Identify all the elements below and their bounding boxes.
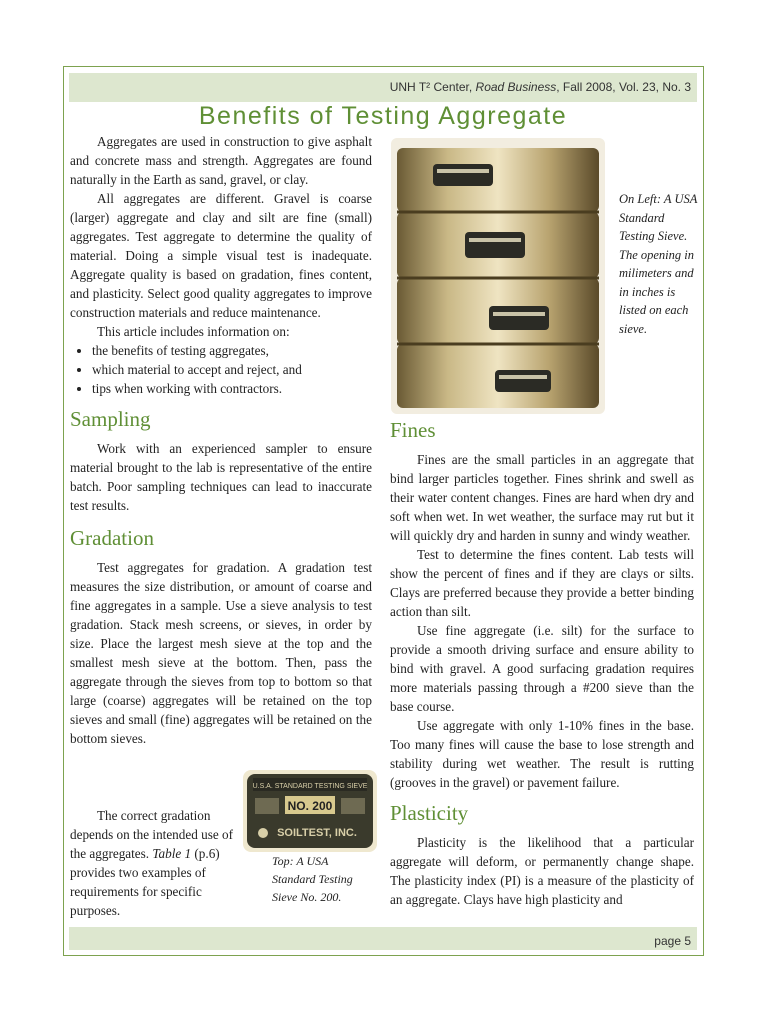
section-heading-plasticity: Plasticity bbox=[390, 801, 469, 825]
gradation-paragraph-2 bbox=[70, 806, 238, 920]
plasticity-paragraph: Plasticity is the likelihood that a particular aggregate will deform, or permanently change shape. The plasticity index (PI) is a measure of the plasticity of an aggregate. Clays have high plasticity and bbox=[390, 835, 694, 907]
gradation-text-1: Test aggregates for gradation. A gradation test measures the size distribution, or amount of coarse and fine aggregates in a sample. Use a sieve analysis to test gradation. Stack mesh screens, or sieves, in order by size. Place the largest mesh sieve at the top and the smallest mesh sieve at the bottom. Then, pass the aggregate through the sieves from top to bottom so that large (coarse) aggregates will be retained on the top sieves and small (fine) aggregates will be retained on the bottom sieves. bbox=[70, 560, 372, 746]
intro-paragraph-1: Aggregates are used in construction to give asphalt and concrete mass and strength. Aggregates are found naturally in the Earth as sand, gravel, or clay. bbox=[70, 134, 372, 187]
plate-brand: SOILTEST, INC. bbox=[277, 827, 357, 839]
sieve-stack-caption: On Left: A USA Standard Testing Sieve. The opening in milimeters and in inches is listed on each sieve. bbox=[619, 192, 698, 336]
sieve-plate-image bbox=[243, 770, 377, 852]
list-item: • which material to accept and reject, and bbox=[92, 360, 372, 379]
list-item: • the benefits of testing aggregates, bbox=[92, 341, 372, 360]
gradation-text-2a: The correct gradation depends on the intended use of the aggregates. bbox=[70, 808, 233, 861]
section-heading-sampling: Sampling bbox=[70, 407, 151, 431]
sieve-plate-caption: Top: A USA Standard Testing Sieve No. 200. bbox=[272, 854, 353, 904]
left-column bbox=[70, 132, 372, 748]
fines-paragraph-2: Test to determine the fines content. Lab tests will show the percent of fines and if they are clays or silts. Clays are preferred because they provide a better binding action than silt. bbox=[390, 547, 694, 619]
fines-paragraph-1: Fines are the small particles in an aggregate that bind larger particles together. Fines shrink and swell as their water content changes. Fines are hard when dry and soft when wet. In wet weather, the surface may rut but it will quickly dry and harden in sunny and windy weather. bbox=[390, 452, 694, 543]
intro-paragraph-2: All aggregates are different. Gravel is coarse (larger) aggregate and clay and silt are fine (small) aggregates. Test aggregate to determine the quality of material. Doing a simple visual test is inadequate. Aggregate quality is based on gradation, fines content, and plasticity. Select good quality aggregates to improve construction materials and reduce maintenance. bbox=[70, 191, 372, 320]
header-publication: Road Business bbox=[475, 80, 557, 94]
intro-paragraph-3: This article includes information on: bbox=[97, 324, 290, 339]
article-title: Benefits of Testing Aggregate bbox=[198, 102, 568, 130]
fines-paragraph-4: Use aggregate with only 1-10% fines in the base. Too many fines will cause the base to lose strength and stability during wet weather. The result is rutting (grooves in the gravel) or pavement failure. bbox=[390, 718, 694, 790]
page-number: page 5 bbox=[654, 934, 691, 948]
sieve-stack-photo bbox=[391, 138, 605, 414]
list-item: • tips when working with contractors. bbox=[92, 379, 372, 398]
right-column bbox=[390, 415, 694, 909]
header-prefix: UNH T² Center, bbox=[389, 80, 476, 94]
footer-band bbox=[69, 927, 697, 950]
sieve-plate-photo bbox=[243, 770, 377, 852]
gradation-paragraph-1 bbox=[70, 558, 372, 748]
section-heading-fines: Fines bbox=[390, 418, 436, 442]
sieve-stack-image bbox=[391, 138, 605, 414]
running-header bbox=[390, 80, 691, 94]
gradation-text-2b: (p.6) provides two examples of requirements for specific purposes. bbox=[70, 846, 220, 918]
plate-number: NO. 200 bbox=[287, 799, 333, 813]
table-reference: Table 1 bbox=[152, 846, 192, 861]
section-heading-gradation: Gradation bbox=[70, 526, 154, 550]
intro-bullet-list bbox=[70, 341, 372, 398]
plate-top-text: U.S.A. STANDARD TESTING SIEVE bbox=[252, 783, 368, 790]
sampling-paragraph: Work with an experienced sampler to ensure material brought to the lab is representative of the entire batch. Poor sampling techniques can lead to inaccurate test results. bbox=[70, 441, 372, 513]
fines-paragraph-3: Use fine aggregate (i.e. silt) for the surface to provide a smooth driving surface and ensure ability to bind with gravel. A good surfacing gradation requires more materials passing through a #200 sieve than the base course. bbox=[390, 623, 694, 714]
header-suffix: , Fall 2008, Vol. 23, No. 3 bbox=[556, 80, 691, 94]
